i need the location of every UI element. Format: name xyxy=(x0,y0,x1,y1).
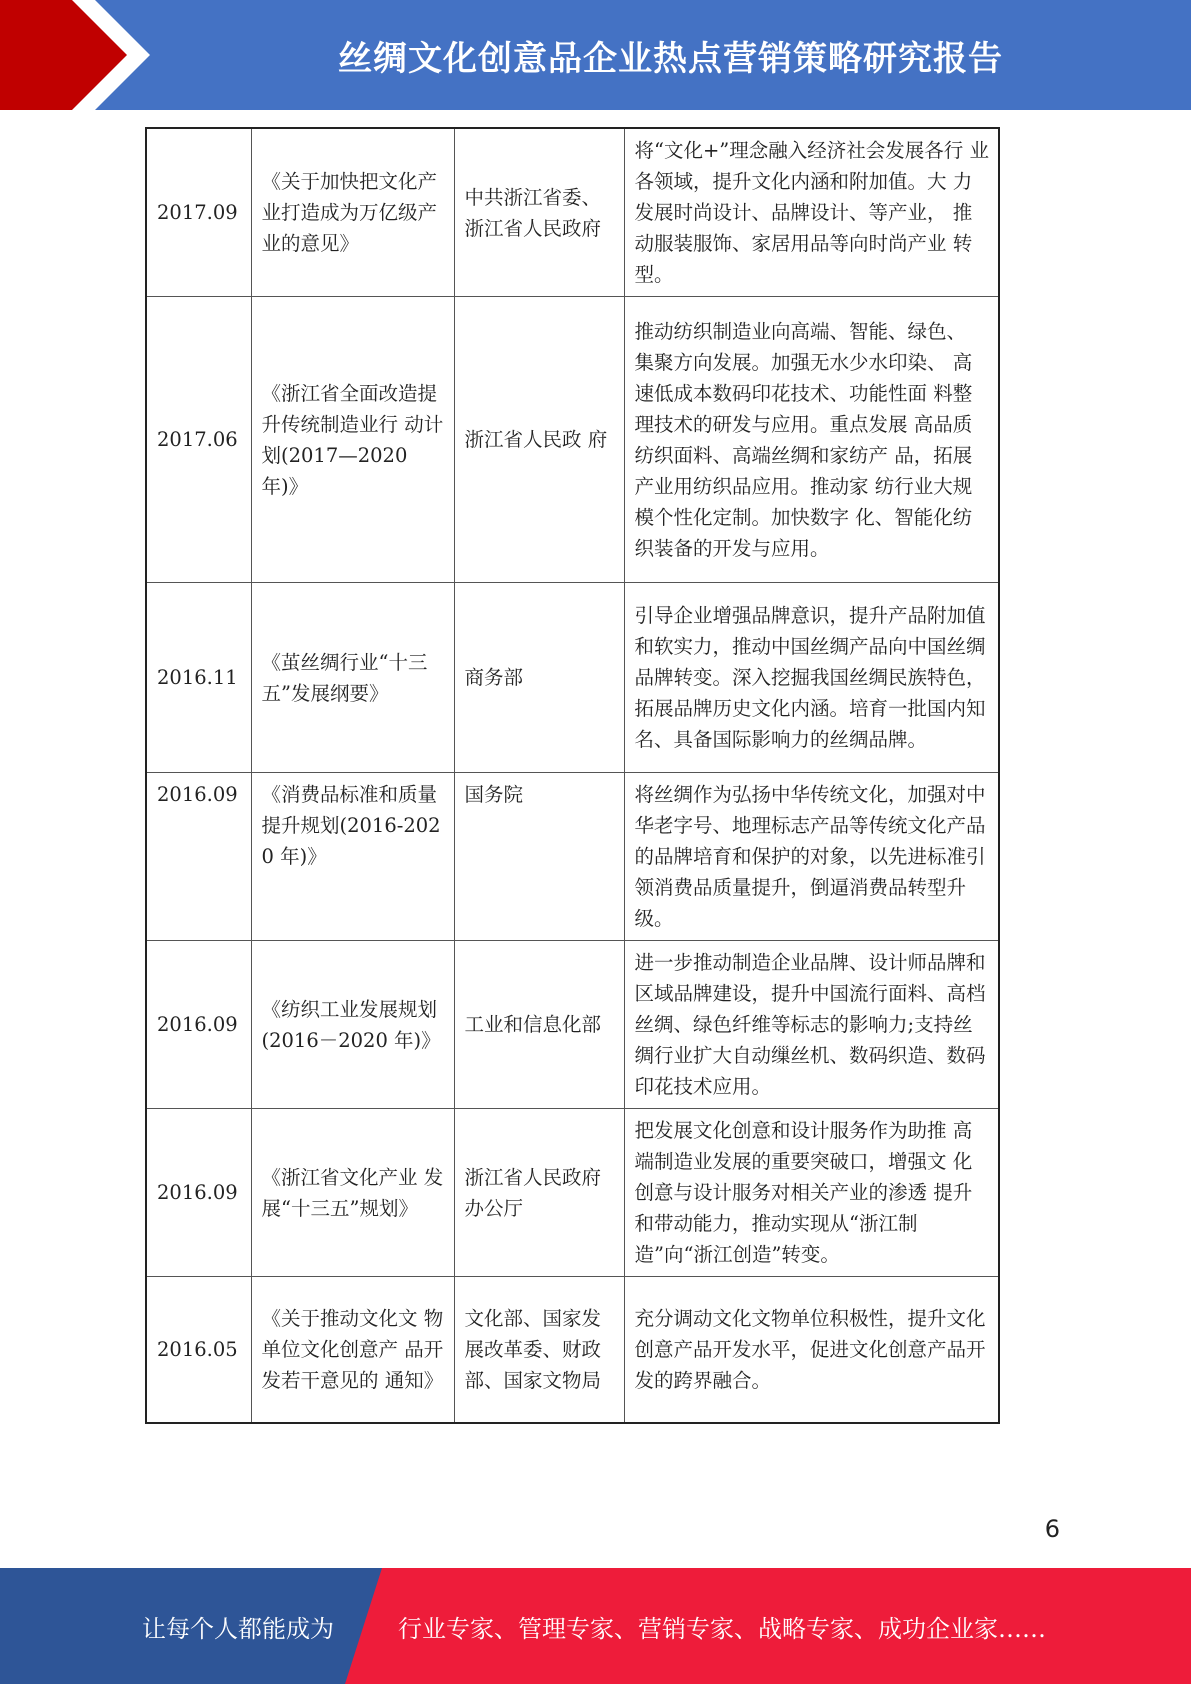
policy-table-body xyxy=(146,128,999,1423)
row-policy-title: 《关于推动文化文 物单位文化创意产 品开发若干意见的 通知》 xyxy=(251,1277,454,1423)
row-date: 2017.09 xyxy=(146,128,251,297)
row-content: 引导企业增强品牌意识，提升产品附加值和软实力，推动中国丝绸产品向中国丝绸品牌转变。深入挖掘我国丝绸民族特色，拓展品牌历史文化内涵。培育一批国内知名、具备国际影响力的丝绸品牌。 xyxy=(624,583,999,773)
row-issuer: 文化部、国家发 展改革委、财政 部、国家文物局 xyxy=(454,1277,624,1423)
policy-table xyxy=(145,127,1000,1424)
row-policy-title: 《茧丝绸行业“十三五”发展纲要》 xyxy=(251,583,454,773)
table-row xyxy=(146,1109,999,1277)
row-content: 进一步推动制造企业品牌、设计师品牌和区域品牌建设，提升中国流行面料、高档丝绸、绿色纤维等标志的影响力;支持丝绸行业扩大自动缫丝机、数码织造、数码印花技术应用。 xyxy=(624,941,999,1109)
page-footer xyxy=(0,1568,1191,1684)
page-number: 6 xyxy=(1044,1515,1060,1543)
footer-slogan-right: 行业专家、管理专家、营销专家、战略专家、成功企业家…… xyxy=(398,1614,1046,1643)
page-header xyxy=(0,0,1191,110)
row-policy-title: 《关于加快把文化产业打造成为万亿级产业的意见》 xyxy=(251,128,454,297)
row-policy-title: 《消费品标准和质量提升规划(2016-2020 年)》 xyxy=(251,773,454,941)
row-date: 2016.09 xyxy=(146,941,251,1109)
row-content: 把发展文化创意和设计服务作为助推 高端制造业发展的重要突破口，增强文 化创意与设计服务对相关产业的渗透 提升和带动能力，推动实现从“浙江制 造”向“浙江创造”转变。 xyxy=(624,1109,999,1277)
row-content: 将丝绸作为弘扬中华传统文化，加强对中华老字号、地理标志产品等传统文化产品的品牌培育和保护的对象，以先进标准引领消费品质量提升，倒逼消费品转型升级。 xyxy=(624,773,999,941)
row-policy-title: 《浙江省文化产业 发展“十三五”规划》 xyxy=(251,1109,454,1277)
footer-slogan-left: 让每个人都能成为 xyxy=(142,1614,334,1643)
report-title: 丝绸文化创意品企业热点营销策略研究报告 xyxy=(338,38,1003,79)
row-policy-title: 《纺织工业发展规划(2016－2020 年)》 xyxy=(251,941,454,1109)
table-row xyxy=(146,773,999,941)
row-issuer: 浙江省人民政府 办公厅 xyxy=(454,1109,624,1277)
row-date: 2016.11 xyxy=(146,583,251,773)
row-issuer: 商务部 xyxy=(454,583,624,773)
row-content: 充分调动文化文物单位积极性，提升文化创意产品开发水平，促进文化创意产品开发的跨界融合。 xyxy=(624,1277,999,1423)
row-content: 将“文化+”理念融入经济社会发展各行 业各领域，提升文化内涵和附加值。大 力发展时尚设计、品牌设计、等产业， 推动服装服饰、家居用品等向时尚产业 转型。 xyxy=(624,128,999,297)
row-issuer: 工业和信息化部 xyxy=(454,941,624,1109)
row-issuer: 国务院 xyxy=(454,773,624,941)
row-issuer: 中共浙江省委、浙江省人民政府 xyxy=(454,128,624,297)
row-date: 2017.06 xyxy=(146,297,251,583)
table-row xyxy=(146,297,999,583)
row-issuer: 浙江省人民政 府 xyxy=(454,297,624,583)
row-content: 推动纺织制造业向高端、智能、绿色、 集聚方向发展。加强无水少水印染、 高速低成本数码印花技术、功能性面 料整理技术的研发与应用。重点发展 高品质纺织面料、高端丝绸和家纺产 品，拓展产业用纺织品应用。推动家 纺行业大规模个性化定制。加快数字 化、智能化纺织装备的开发与应用。 xyxy=(624,297,999,583)
table-row xyxy=(146,128,999,297)
row-date: 2016.09 xyxy=(146,1109,251,1277)
table-row xyxy=(146,583,999,773)
table-row xyxy=(146,1277,999,1423)
row-policy-title: 《浙江省全面改造提升传统制造业行 动计划(2017—2020 年)》 xyxy=(251,297,454,583)
table-row xyxy=(146,941,999,1109)
row-date: 2016.05 xyxy=(146,1277,251,1423)
row-date: 2016.09 xyxy=(146,773,251,941)
chevron-arrow-icon xyxy=(0,0,160,110)
